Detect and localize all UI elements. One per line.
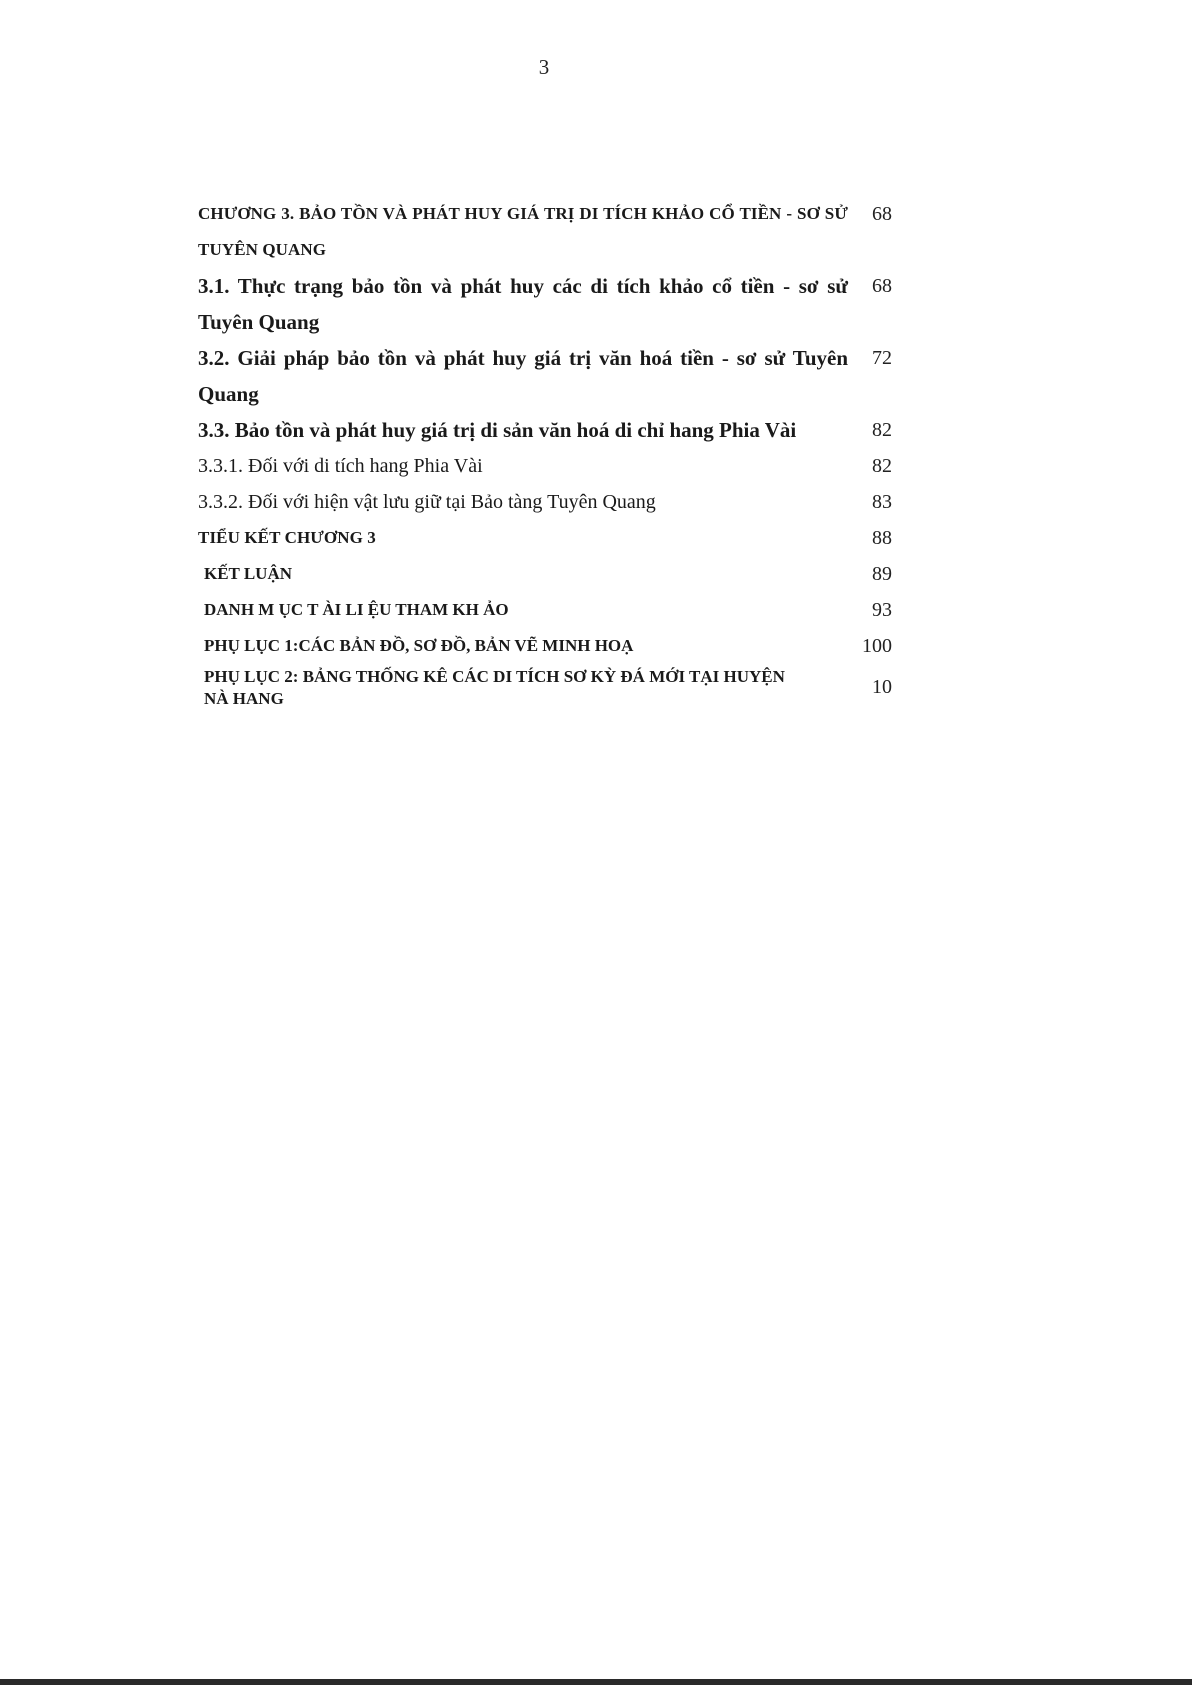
toc-entry-chapter-summary xyxy=(198,520,898,556)
toc-entry-title: 3.3.1. Đối với di tích hang Phia Vài xyxy=(198,455,483,477)
page-bottom-border xyxy=(0,1679,1192,1685)
toc-entry-title: 3.1. Thực trạng bảo tồn và phát huy các di tích khảo cổ tiền - sơ sử Tuyên Quang xyxy=(198,274,848,334)
toc-entry-title: 3.3.2. Đối với hiện vật lưu giữ tại Bảo tàng Tuyên Quang xyxy=(198,491,656,513)
page-number: 3 xyxy=(538,55,550,79)
toc-entry-page: 68 xyxy=(872,203,892,225)
toc-entry-appendix-2 xyxy=(198,666,898,710)
toc-entry-title: 3.2. Giải pháp bảo tồn và phát huy giá trị văn hoá tiền - sơ sử Tuyên Quang xyxy=(198,346,848,406)
toc-entry-page: 83 xyxy=(872,491,892,513)
toc-entry-page: 88 xyxy=(872,527,892,549)
toc-entry-page: 72 xyxy=(872,347,892,369)
toc-entry-references xyxy=(198,592,898,628)
toc-entry-title: CHƯƠNG 3. BẢO TỒN VÀ PHÁT HUY GIÁ TRỊ DI TÍCH KHẢO CỔ TIỀN - SƠ SỬ TUYÊN QUANG xyxy=(198,204,848,259)
toc-entry-page: 89 xyxy=(872,563,892,585)
toc-entry-title: KẾT LUẬN xyxy=(204,564,293,583)
table-of-contents xyxy=(198,196,898,710)
toc-entry-title: PHỤ LỤC 2: BẢNG THỐNG KÊ CÁC DI TÍCH SƠ KỲ ĐÁ MỚI TẠI HUYỆN NÀ HANG xyxy=(204,667,785,708)
toc-entry-page: 10 xyxy=(872,676,892,698)
toc-entry-conclusion xyxy=(198,556,898,592)
toc-entry-chapter-3 xyxy=(198,196,898,268)
toc-entry-title: DANH M ỤC T ÀI LI ỆU THAM KH ẢO xyxy=(204,600,509,619)
toc-entry-title: 3.3. Bảo tồn và phát huy giá trị di sản văn hoá di chỉ hang Phia Vài xyxy=(198,418,797,442)
toc-entry-section-3-3 xyxy=(198,412,898,448)
toc-entry-section-3-3-1 xyxy=(198,448,898,484)
toc-entry-page: 93 xyxy=(872,599,892,621)
toc-entry-section-3-1 xyxy=(198,268,898,340)
toc-entry-title: TIỂU KẾT CHƯƠNG 3 xyxy=(198,528,376,547)
toc-entry-page: 82 xyxy=(872,455,892,477)
toc-entry-title: PHỤ LỤC 1:CÁC BẢN ĐỒ, SƠ ĐỒ, BẢN VẼ MINH HOẠ xyxy=(204,636,634,655)
toc-entry-section-3-2 xyxy=(198,340,898,412)
toc-entry-page: 68 xyxy=(872,275,892,297)
toc-entry-page: 100 xyxy=(862,635,892,657)
toc-entry-page: 82 xyxy=(872,419,892,441)
toc-entry-section-3-3-2 xyxy=(198,484,898,520)
toc-entry-appendix-1 xyxy=(198,628,898,664)
